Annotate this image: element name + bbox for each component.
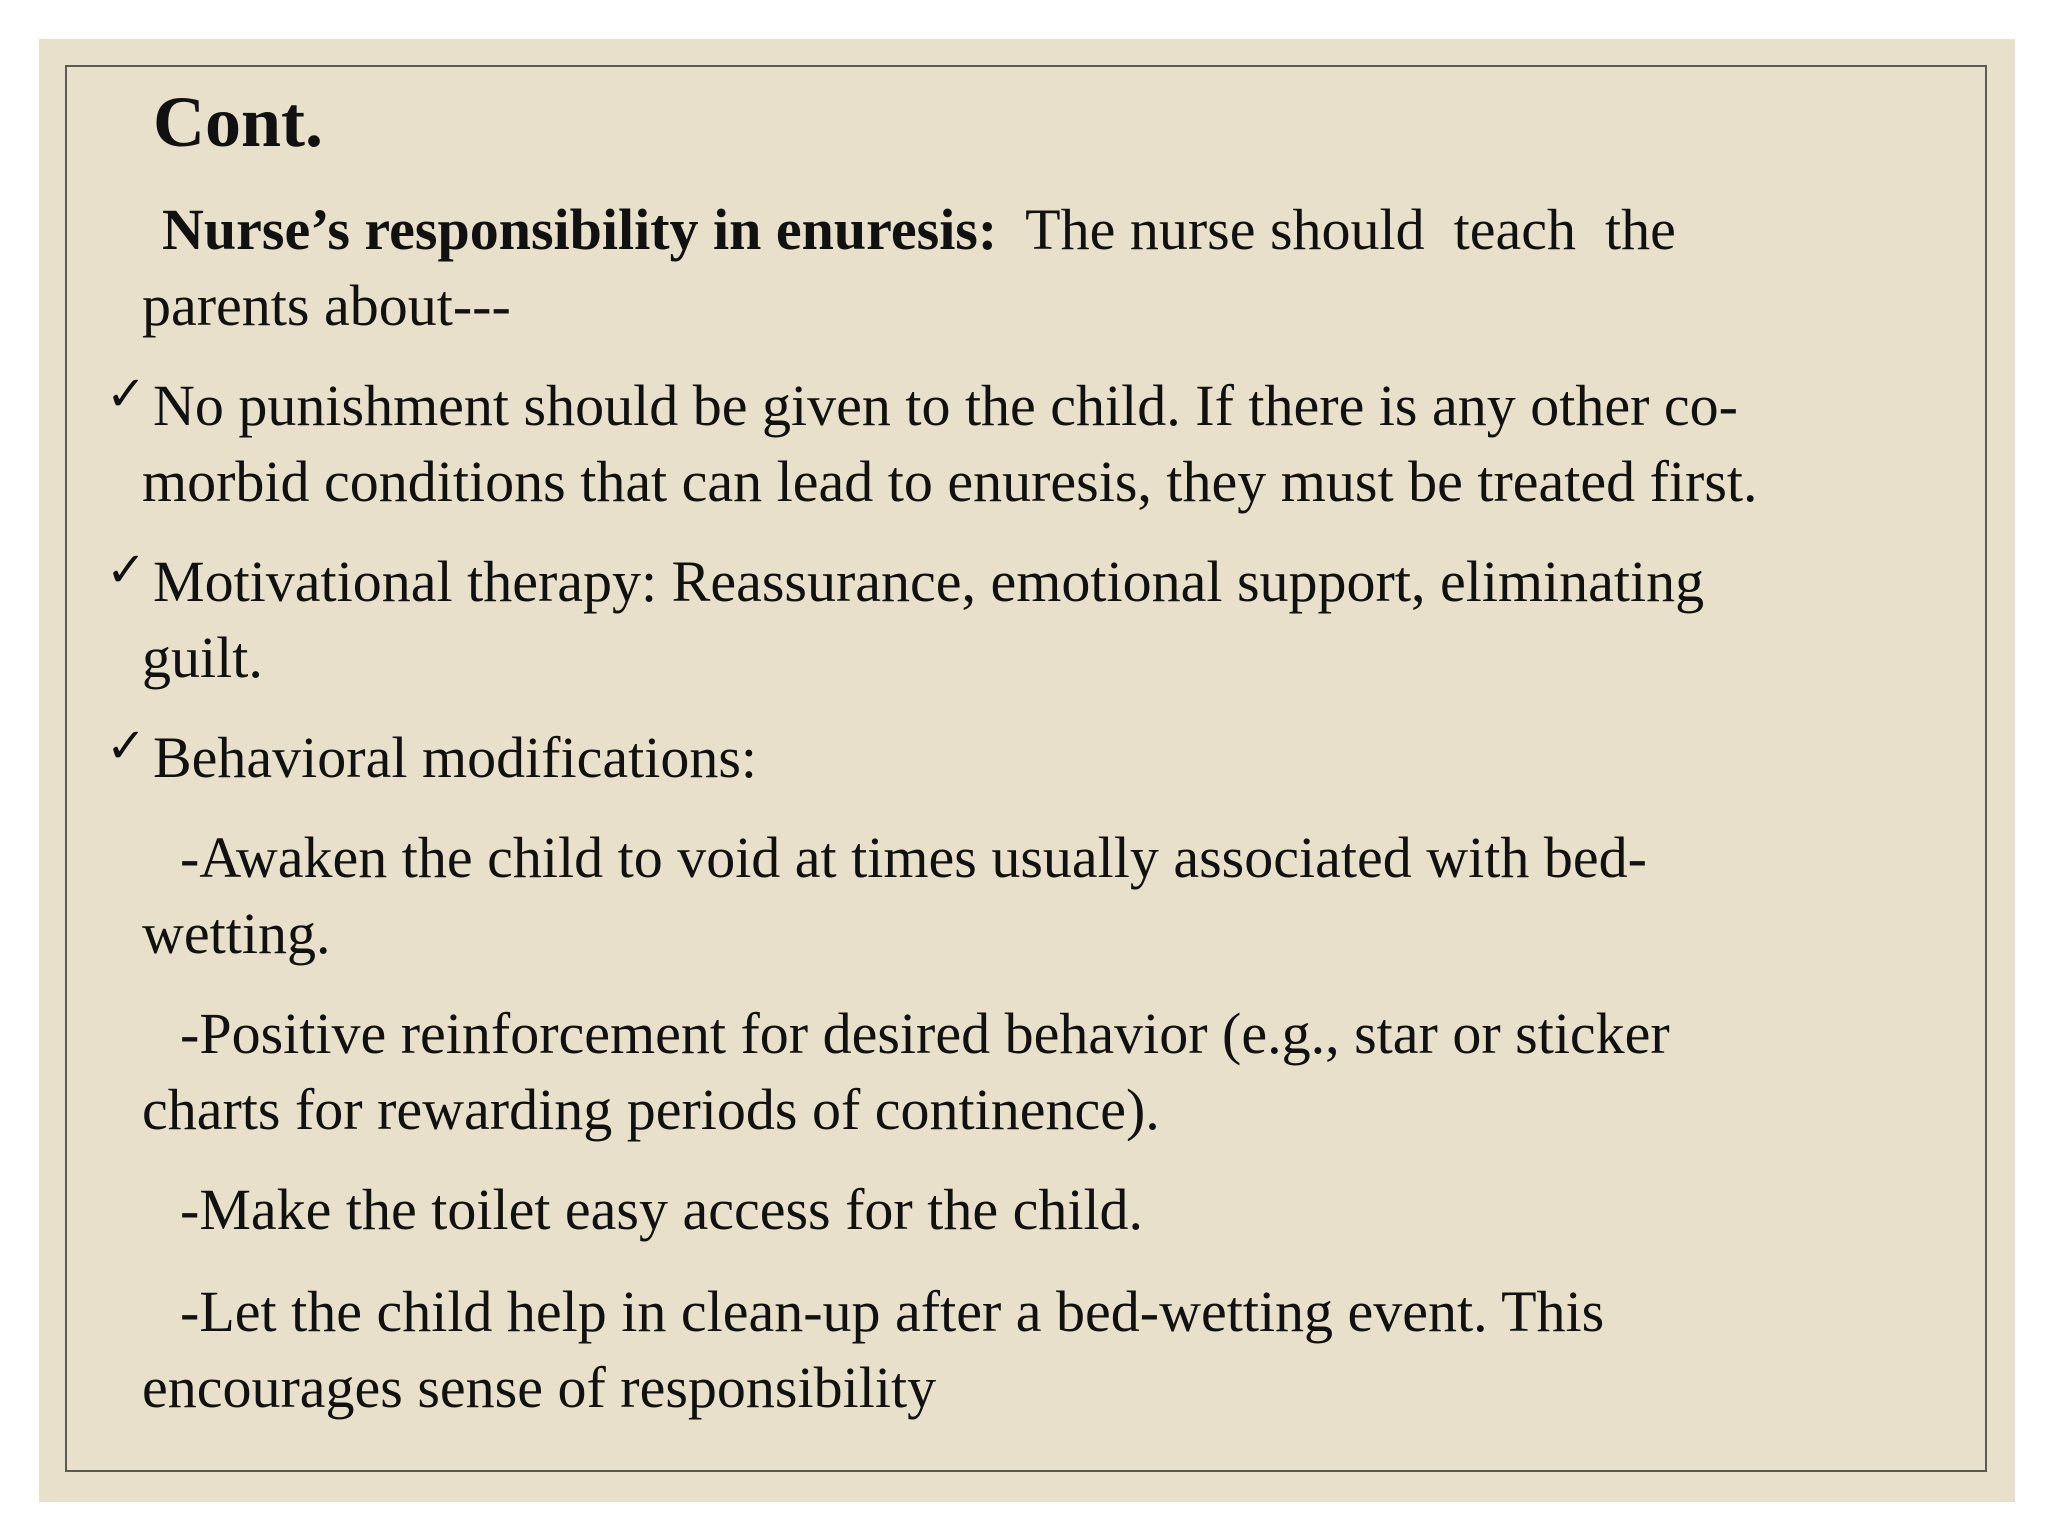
intro-line-1 <box>162 192 1676 268</box>
bullet-2-line-1: Motivational therapy: Reassurance, emotional support, eliminating <box>153 549 1705 614</box>
sub-item-2-line-2: charts for rewarding periods of continence). <box>142 1077 1160 1142</box>
intro-text: The nurse should teach the <box>997 197 1676 262</box>
intro-line-2: parents about--- <box>142 273 511 338</box>
sub-item-4-line-2: encourages sense of responsibility <box>142 1355 937 1420</box>
sub-item-1-line-1: -Awaken the child to void at times usually associated with bed- <box>180 825 1647 890</box>
bullet-3-line-1: Behavioral modifications: <box>153 725 758 790</box>
slide-title: Cont. <box>153 82 324 162</box>
checkmark-icon: ✓ <box>106 366 147 422</box>
checkmark-icon: ✓ <box>106 542 147 598</box>
intro-bold-label: Nurse’s responsibility in enuresis: <box>162 197 998 262</box>
sub-item-4-line-1: -Let the child help in clean-up after a bed-wetting event. This <box>180 1279 1605 1344</box>
bullet-2-line-2: guilt. <box>142 625 263 690</box>
sub-item-3-line-1: -Make the toilet easy access for the child. <box>180 1177 1144 1242</box>
bullet-1-line-2: morbid conditions that can lead to enuresis, they must be treated first. <box>142 449 1758 514</box>
bullet-1-line-1: No punishment should be given to the child. If there is any other co- <box>153 373 1738 438</box>
checkmark-icon: ✓ <box>106 718 147 774</box>
sub-item-1-line-2: wetting. <box>142 901 331 966</box>
sub-item-2-line-1: -Positive reinforcement for desired behavior (e.g., star or sticker <box>180 1001 1670 1066</box>
